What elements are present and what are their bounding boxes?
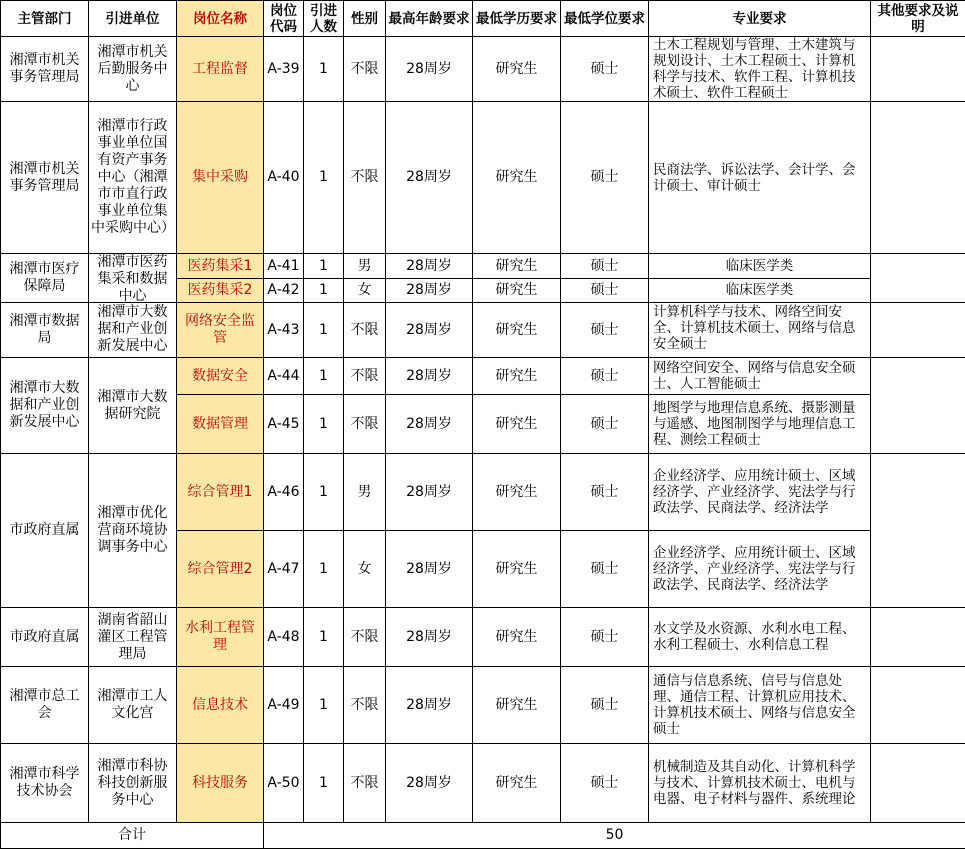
unit-cell: 湘潭市科协科技创新服务中心 — [89, 744, 177, 823]
age-cell: 28周岁 — [386, 102, 473, 254]
age-cell: 28周岁 — [386, 303, 473, 358]
gender-cell: 女 — [344, 531, 386, 608]
unit-cell: 湖南省韶山灌区工程管理局 — [89, 608, 177, 667]
position-cell: 网络安全监管 — [177, 303, 264, 358]
count-cell: 1 — [304, 667, 344, 744]
age-cell: 28周岁 — [386, 279, 473, 303]
major-text: 计算机科学与技术、网络空间安全、计算机技术硕士、网络与信息安全硕士 — [653, 304, 868, 356]
unit-cell: 湘潭市机关后勤服务中心 — [89, 37, 177, 102]
position-cell: 水利工程管理 — [177, 608, 264, 667]
age-cell: 28周岁 — [386, 358, 473, 395]
header-age: 最高年龄要求 — [386, 1, 473, 37]
age-cell: 28周岁 — [386, 608, 473, 667]
education-cell: 研究生 — [473, 531, 561, 608]
degree-cell: 硕士 — [561, 608, 649, 667]
position-cell: 科技服务 — [177, 744, 264, 823]
degree-cell: 硕士 — [561, 667, 649, 744]
major-cell: 临床医学类 — [649, 279, 871, 303]
code-cell: A-41 — [264, 254, 304, 279]
age-cell: 28周岁 — [386, 254, 473, 279]
degree-cell: 硕士 — [561, 254, 649, 279]
code-cell: A-40 — [264, 102, 304, 254]
major-cell: 临床医学类 — [649, 254, 871, 279]
major-text: 土木工程规划与管理、土木建筑与规划设计、土木工程硕士、计算机科学与技术、软件工程、计算机技术硕士、软件工程硕士 — [653, 37, 868, 101]
count-cell: 1 — [304, 254, 344, 279]
total-row — [1, 823, 965, 849]
table-row — [1, 454, 965, 531]
other-cell — [871, 744, 965, 823]
degree-cell: 硕士 — [561, 279, 649, 303]
major-cell: 民商法学、诉讼法学、会计学、会计硕士、审计硕士 — [649, 102, 871, 254]
age-cell: 28周岁 — [386, 744, 473, 823]
code-cell: A-46 — [264, 454, 304, 531]
position-cell: 数据管理 — [177, 395, 264, 454]
major-cell — [649, 37, 871, 102]
unit-cell: 湘潭市优化营商环境协调事务中心 — [89, 454, 177, 608]
education-cell: 研究生 — [473, 279, 561, 303]
dept-cell: 市政府直属 — [1, 608, 89, 667]
count-cell: 1 — [304, 358, 344, 395]
position-cell: 医药集采1 — [177, 254, 264, 279]
major-cell: 机械制造及其自动化、计算机科学与技术、计算机技术硕士、电机与电器、电子材料与器件、系统理论 — [649, 744, 871, 823]
degree-cell: 硕士 — [561, 102, 649, 254]
code-cell: A-39 — [264, 37, 304, 102]
education-cell: 研究生 — [473, 744, 561, 823]
degree-cell: 硕士 — [561, 303, 649, 358]
dept-cell: 湘潭市总工会 — [1, 667, 89, 744]
header-code: 岗位代码 — [264, 1, 304, 37]
code-cell: A-49 — [264, 667, 304, 744]
position-cell: 综合管理2 — [177, 531, 264, 608]
header-row — [1, 1, 965, 37]
header-education: 最低学历要求 — [473, 1, 561, 37]
dept-cell: 湘潭市机关事务管理局 — [1, 37, 89, 102]
dept-cell: 湘潭市医疗保障局 — [1, 254, 89, 303]
header-degree: 最低学位要求 — [561, 1, 649, 37]
dept-cell: 市政府直属 — [1, 454, 89, 608]
major-cell: 通信与信息系统、信号与信息处理、通信工程、计算机应用技术、计算机技术硕士、网络与信息安全硕士 — [649, 667, 871, 744]
other-cell — [871, 608, 965, 667]
code-cell: A-50 — [264, 744, 304, 823]
header-other: 其他要求及说明 — [871, 1, 965, 37]
unit-cell: 湘潭市大数据研究院 — [89, 358, 177, 454]
table-row — [1, 744, 965, 823]
table-row — [1, 358, 965, 395]
other-cell — [871, 254, 965, 303]
count-cell: 1 — [304, 395, 344, 454]
table-row — [1, 608, 965, 667]
degree-cell: 硕士 — [561, 454, 649, 531]
table-row — [1, 303, 965, 358]
other-cell — [871, 358, 965, 454]
education-cell: 研究生 — [473, 454, 561, 531]
degree-cell: 硕士 — [561, 531, 649, 608]
other-cell — [871, 303, 965, 358]
header-count: 引进人数 — [304, 1, 344, 37]
education-cell: 研究生 — [473, 102, 561, 254]
gender-cell: 不限 — [344, 395, 386, 454]
age-cell: 28周岁 — [386, 667, 473, 744]
code-cell: A-48 — [264, 608, 304, 667]
unit-cell — [89, 254, 177, 303]
table-row — [1, 254, 965, 279]
degree-cell: 硕士 — [561, 744, 649, 823]
education-cell: 研究生 — [473, 395, 561, 454]
unit-text: 湘潭市大数据和产业创新发展中心 — [91, 304, 174, 356]
count-cell: 1 — [304, 531, 344, 608]
table-row — [1, 667, 965, 744]
header-position: 岗位名称 — [177, 1, 264, 37]
age-cell: 28周岁 — [386, 395, 473, 454]
code-cell: A-43 — [264, 303, 304, 358]
education-cell: 研究生 — [473, 303, 561, 358]
count-cell: 1 — [304, 303, 344, 358]
position-cell: 数据安全 — [177, 358, 264, 395]
count-cell: 1 — [304, 279, 344, 303]
education-cell: 研究生 — [473, 254, 561, 279]
gender-cell: 男 — [344, 454, 386, 531]
gender-cell: 不限 — [344, 37, 386, 102]
other-cell — [871, 37, 965, 102]
count-cell: 1 — [304, 102, 344, 254]
degree-cell: 硕士 — [561, 395, 649, 454]
major-cell: 网络空间安全、网络与信息安全硕士、人工智能硕士 — [649, 358, 871, 395]
dept-cell: 湘潭市机关事务管理局 — [1, 102, 89, 254]
major-cell: 水文学及水资源、水利水电工程、水利工程硕士、水利信息工程 — [649, 608, 871, 667]
position-cell: 工程监督 — [177, 37, 264, 102]
degree-cell: 硕士 — [561, 358, 649, 395]
age-cell: 28周岁 — [386, 454, 473, 531]
table-row — [1, 37, 965, 102]
unit-cell: 湘潭市行政事业单位国有资产事务中心（湘潭市市直行政事业单位集中采购中心） — [89, 102, 177, 254]
age-cell: 28周岁 — [386, 37, 473, 102]
code-cell: A-42 — [264, 279, 304, 303]
dept-cell: 湘潭市科学技术协会 — [1, 744, 89, 823]
code-cell: A-44 — [264, 358, 304, 395]
count-cell: 1 — [304, 37, 344, 102]
unit-text: 湘潭市医药集采和数据中心 — [91, 254, 174, 302]
gender-cell: 不限 — [344, 744, 386, 823]
other-cell — [871, 454, 965, 608]
major-cell: 地图学与地理信息系统、摄影测量与遥感、地图制图学与地理信息工程、测绘工程硕士 — [649, 395, 871, 454]
unit-cell: 湘潭市工人文化宫 — [89, 667, 177, 744]
header-unit: 引进单位 — [89, 1, 177, 37]
count-cell: 1 — [304, 608, 344, 667]
position-cell: 信息技术 — [177, 667, 264, 744]
gender-cell: 不限 — [344, 608, 386, 667]
count-cell: 1 — [304, 454, 344, 531]
education-cell: 研究生 — [473, 358, 561, 395]
gender-cell: 不限 — [344, 358, 386, 395]
total-value: 50 — [264, 823, 965, 849]
major-cell: 企业经济学、应用统计硕士、区域经济学、产业经济学、宪法学与行政法学、民商法学、经济法学 — [649, 531, 871, 608]
position-cell: 集中采购 — [177, 102, 264, 254]
dept-cell: 湘潭市大数据和产业创新发展中心 — [1, 358, 89, 454]
unit-cell — [89, 303, 177, 358]
dept-cell: 湘潭市数据局 — [1, 303, 89, 358]
degree-cell: 硕士 — [561, 37, 649, 102]
major-cell — [649, 303, 871, 358]
position-cell: 医药集采2 — [177, 279, 264, 303]
gender-cell: 男 — [344, 254, 386, 279]
education-cell: 研究生 — [473, 608, 561, 667]
code-cell: A-45 — [264, 395, 304, 454]
header-gender: 性别 — [344, 1, 386, 37]
age-cell: 28周岁 — [386, 531, 473, 608]
other-cell — [871, 102, 965, 254]
gender-cell: 不限 — [344, 102, 386, 254]
education-cell: 研究生 — [473, 667, 561, 744]
header-dept: 主管部门 — [1, 1, 89, 37]
total-label: 合计 — [1, 823, 264, 849]
count-cell: 1 — [304, 744, 344, 823]
code-cell: A-47 — [264, 531, 304, 608]
education-cell: 研究生 — [473, 37, 561, 102]
other-cell — [871, 667, 965, 744]
position-cell: 综合管理1 — [177, 454, 264, 531]
table-row — [1, 102, 965, 254]
header-major: 专业要求 — [649, 1, 871, 37]
major-cell: 企业经济学、应用统计硕士、区域经济学、产业经济学、宪法学与行政法学、民商法学、经济法学 — [649, 454, 871, 531]
gender-cell: 不限 — [344, 667, 386, 744]
gender-cell: 不限 — [344, 303, 386, 358]
gender-cell: 女 — [344, 279, 386, 303]
